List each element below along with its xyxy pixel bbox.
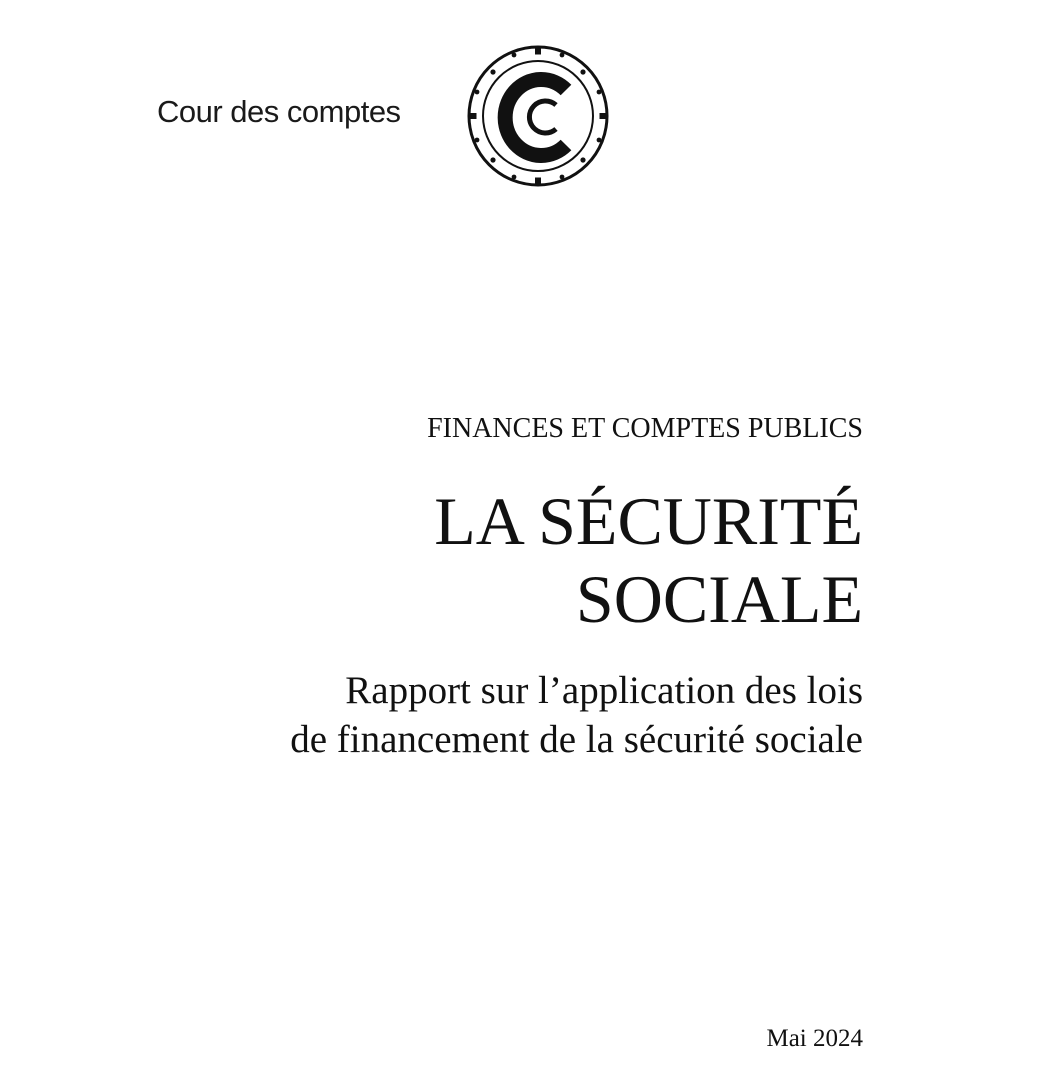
report-subtitle-line: de financement de la sécurité sociale: [290, 718, 863, 761]
cour-des-comptes-seal-logo: [466, 45, 610, 187]
report-title: [434, 482, 863, 638]
report-category: FINANCES ET COMPTES PUBLICS: [427, 413, 863, 444]
report-title-line: LA SÉCURITÉ: [434, 483, 863, 559]
publication-date: Mai 2024: [766, 1025, 863, 1052]
document-header: [0, 0, 1063, 200]
report-subtitle-line: Rapport sur l’application des lois: [345, 669, 863, 712]
report-title-line: SOCIALE: [575, 561, 863, 637]
organization-name: Cour des comptes: [157, 94, 401, 129]
report-subtitle: [290, 666, 863, 764]
